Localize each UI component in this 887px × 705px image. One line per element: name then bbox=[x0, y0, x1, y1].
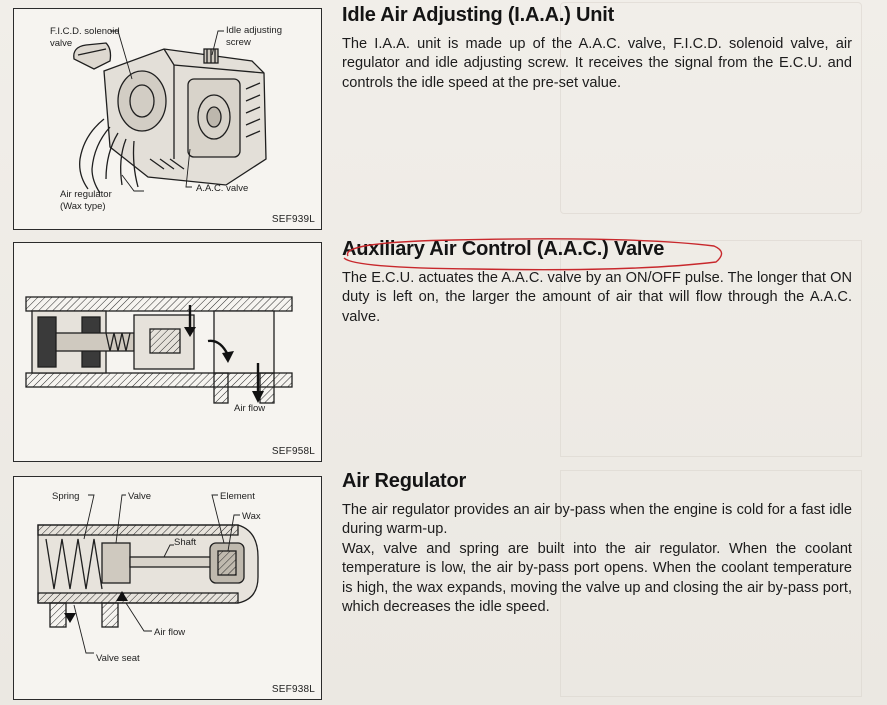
air-flow-label: Air flow bbox=[154, 627, 186, 638]
air-regulator-label-line2: (Wax type) bbox=[60, 201, 106, 212]
iaa-unit-section bbox=[342, 4, 852, 93]
iaa-unit-drawing bbox=[14, 9, 321, 229]
section-body: The E.C.U. actuates the A.A.C. valve by an ON/OFF pulse. The longer that ON duty is left on, the larger the amount of air that will flow through the A.A.C. valve. bbox=[342, 270, 852, 325]
figure-code: SEF939L bbox=[271, 214, 315, 225]
figure-code: SEF958L bbox=[271, 446, 315, 457]
section-title: Air Regulator bbox=[342, 470, 467, 492]
section-body: The air regulator provides an air by-pass when the engine is cold for a fast idle during warm-up. bbox=[342, 502, 852, 538]
shaft-label: Shaft bbox=[174, 537, 197, 548]
air-regulator-drawing bbox=[14, 477, 321, 699]
air-regulator-section bbox=[342, 470, 852, 617]
ficd-solenoid-label: F.I.C.D. solenoid bbox=[50, 26, 120, 37]
wax-label: Wax bbox=[242, 511, 261, 522]
aac-valve-label: A.A.C. valve bbox=[196, 183, 249, 194]
ficd-solenoid-label-line2: valve bbox=[50, 38, 73, 49]
air-regulator-label: Air regulator bbox=[60, 189, 112, 200]
section-title: Auxiliary Air Control (A.A.C.) Valve bbox=[342, 238, 665, 260]
aac-valve-drawing bbox=[14, 243, 321, 461]
idle-screw-label-line2: screw bbox=[226, 37, 251, 48]
figure-code: SEF938L bbox=[271, 684, 315, 695]
iaa-unit-figure bbox=[13, 8, 322, 230]
air-regulator-figure bbox=[13, 476, 322, 700]
valve-seat-label: Valve seat bbox=[96, 653, 140, 664]
aac-valve-section bbox=[342, 238, 852, 327]
element-label: Element bbox=[220, 491, 255, 502]
air-flow-label: Air flow bbox=[234, 403, 266, 414]
idle-screw-label: Idle adjusting bbox=[226, 25, 282, 36]
section-title: Idle Air Adjusting (I.A.A.) Unit bbox=[342, 4, 615, 26]
section-body: Wax, valve and spring are built into the air regulator. When the coolant temperature is low, the air by-pass port opens. When the coolant temperature is high, the wax expands, moving the valve up and closing the air by-pass port, which decreases the idle speed. bbox=[342, 540, 852, 616]
valve-label: Valve bbox=[128, 491, 152, 502]
spring-label: Spring bbox=[52, 491, 80, 502]
aac-valve-figure bbox=[13, 242, 322, 462]
section-body: The I.A.A. unit is made up of the A.A.C. valve, F.I.C.D. solenoid valve, air regulator and idle adjusting screw. It receives the signal from the E.C.U. and controls the idle speed at the pre-set value. bbox=[342, 36, 852, 91]
